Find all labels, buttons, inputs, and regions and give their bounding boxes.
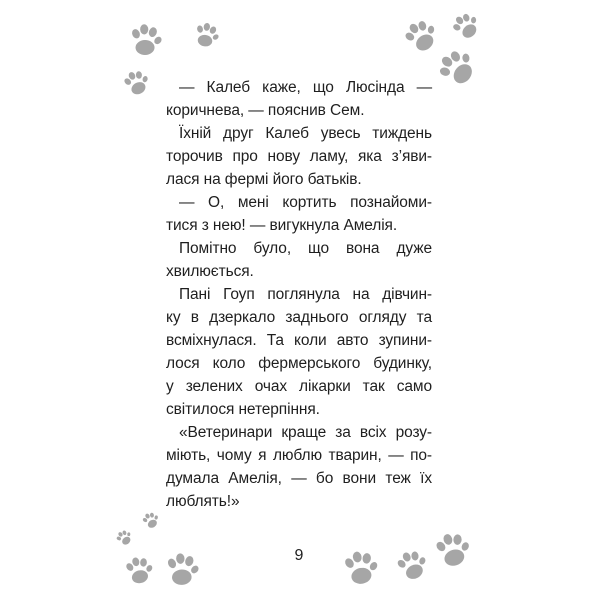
text-line: всміхнулася. Та коли авто зупини- [166, 332, 432, 349]
text-line: коричнева, — пояснив Сем. [166, 102, 365, 119]
text-line: — О, мені кортить познайоми- [179, 194, 432, 211]
paw-print-icon [340, 548, 379, 587]
text-line: хвилюється. [166, 263, 254, 280]
text-line: світилося нетерпіння. [166, 401, 320, 418]
text-line: лася на фермі його батьків. [166, 171, 362, 188]
paw-print-icon [122, 554, 155, 587]
paw-print-icon [398, 14, 443, 59]
story-text [166, 76, 432, 513]
paw-print-icon [163, 551, 200, 588]
text-line: лося коло фермерського будинку, [166, 355, 432, 372]
text-line: торочив про нову ламу, яка з’яви- [166, 148, 432, 165]
paw-print-icon [127, 22, 164, 59]
text-line: Їхній друг Калеб увесь тиждень [179, 125, 432, 142]
paw-print-icon [431, 529, 474, 572]
text-line: ку в дзеркало заднього огляду та [166, 309, 432, 326]
text-line: тися з нею! — вигукнула Амелія. [166, 217, 398, 234]
paw-print-icon [119, 66, 152, 99]
paw-print-icon [392, 546, 432, 586]
paw-print-icon [113, 527, 135, 549]
paw-print-icon [447, 8, 485, 46]
text-line: думала Амелія, — бо вони теж їх [166, 470, 432, 487]
text-line: Помітно було, що вона дуже [179, 240, 432, 257]
text-line: у зелених очах лікарки так само [166, 378, 432, 395]
paw-print-icon [139, 509, 162, 532]
text-line: — Калеб каже, що Люсінда — [179, 79, 432, 96]
text-line: Пані Гоуп поглянула на дівчин- [179, 286, 432, 303]
page-number: 9 [294, 547, 304, 564]
paw-print-icon [430, 42, 482, 94]
paw-print-icon [190, 19, 222, 51]
text-line: «Ветеринари краще за всіх розу- [179, 424, 432, 441]
text-line: люблять!» [166, 493, 240, 510]
text-line: міють, чому я люблю тварин, — по- [166, 447, 432, 464]
